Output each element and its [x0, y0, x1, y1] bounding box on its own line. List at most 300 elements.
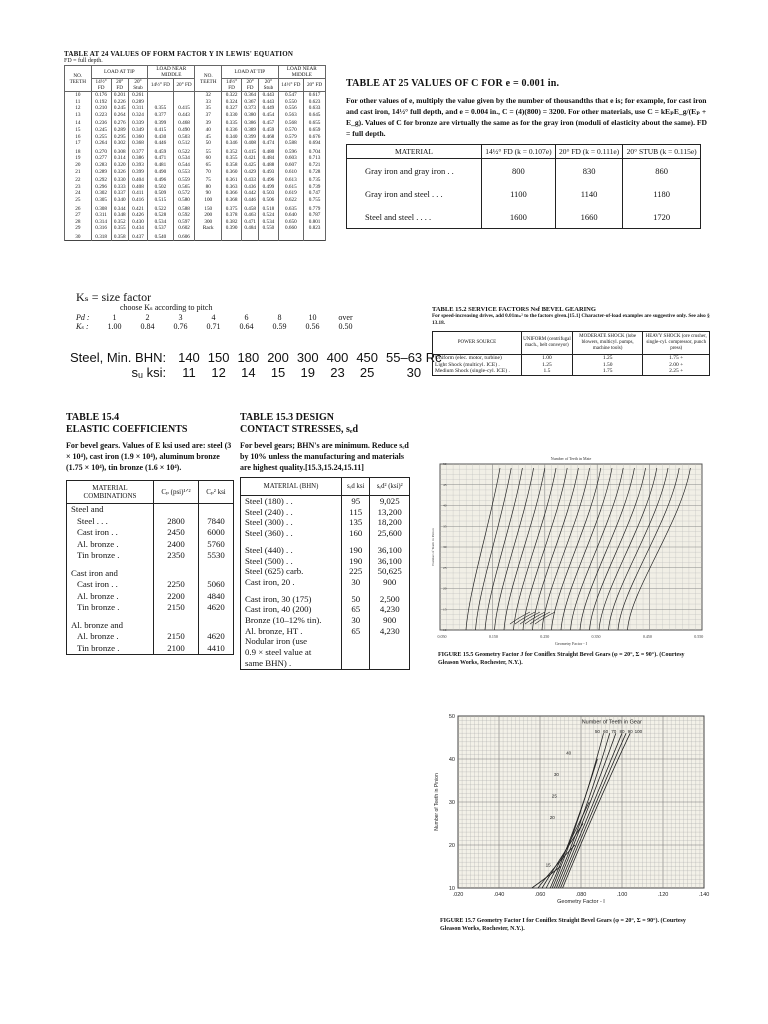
- t24-cell: 0.176: [91, 92, 111, 99]
- t153-material: Cast iron, 20 .: [241, 577, 342, 588]
- t24-cell: 13: [65, 112, 92, 119]
- t24-cell: 27: [65, 212, 92, 219]
- t153-scd2: [370, 636, 410, 647]
- table-row: [241, 647, 410, 658]
- t24-cell: 0.276: [111, 118, 128, 127]
- bhn-value: 400: [326, 350, 349, 365]
- t24-cell: 0.619: [278, 190, 304, 197]
- y-tick-label: 15: [443, 607, 447, 612]
- table-row: [65, 190, 326, 197]
- t24-cell: 0.635: [278, 204, 304, 213]
- table-row: [241, 577, 410, 588]
- ks-value: 0.59: [272, 322, 287, 331]
- t24-cell: 0.613: [278, 175, 304, 184]
- t24-cell: 25: [65, 197, 92, 204]
- t24-cell: 0.346: [222, 140, 242, 147]
- t24-cell: 0.408: [128, 184, 147, 191]
- t24-cell: 26: [65, 204, 92, 213]
- t24-cell: 0.361: [222, 175, 242, 184]
- t24-cell: 15: [65, 127, 92, 134]
- t24-cell: 20: [65, 162, 92, 169]
- t24-cell: 0.443: [259, 92, 278, 99]
- t24-cell: 0.305: [91, 197, 111, 204]
- t153-scd2: 18,200: [370, 517, 410, 528]
- t24-cell: 33: [195, 99, 222, 106]
- t153-material: 0.9 × steel value at: [241, 647, 342, 658]
- table-15-2: [432, 306, 710, 376]
- table-row: [65, 197, 326, 204]
- t24-cell: 0.471: [148, 155, 174, 162]
- ks-value: 0.64: [239, 322, 254, 331]
- t24-cell: 0.655: [304, 118, 326, 127]
- t153-material: Nodular iron (use: [241, 636, 342, 647]
- t24-cell: 0.659: [304, 127, 326, 134]
- t24-cell: 0.377: [128, 147, 147, 156]
- table-15-2-description: For speed-increasing drives, add 0.01mₙ² to the factors given.[15.1] Character-of-load examples are suggestive only. See also § 13.18.: [432, 313, 710, 326]
- table-row: [67, 539, 234, 551]
- t24-cell: 0.368: [128, 140, 147, 147]
- t24-group-l-mid: LOAD NEAR MIDDLE: [148, 66, 195, 79]
- t24-cell: 0.592: [173, 212, 195, 219]
- table-15-4-body: [67, 504, 234, 655]
- t24-cell: 0.597: [173, 219, 195, 226]
- t153-scd2: [370, 647, 410, 658]
- t154-empty: [154, 614, 199, 632]
- t24-cell: 0.366: [222, 190, 242, 197]
- t24-cell: 0.261: [128, 92, 147, 99]
- t24-h-r3: 20° Stub: [259, 79, 278, 92]
- t24-h-l3: 20° Stub: [128, 79, 147, 92]
- t24-cell: 75: [195, 175, 222, 184]
- su-value: 30: [406, 365, 422, 380]
- table-row: [67, 527, 234, 539]
- t24-cell: 45: [195, 134, 222, 141]
- t24-cell: 0.437: [128, 232, 147, 241]
- t24-cell: 0.393: [128, 162, 147, 169]
- t24-cell: 21: [65, 169, 92, 176]
- t24-cell: 32: [195, 92, 222, 99]
- t24-cell: 0.320: [111, 162, 128, 169]
- y-tick-label: 35: [443, 524, 447, 529]
- table-15-2-body: [433, 355, 710, 376]
- gear-tooth-label: 50: [594, 729, 600, 735]
- t24-group-r-mid: LOAD NEAR MIDDLE: [278, 66, 325, 79]
- t153-material: Steel (300) . .: [241, 517, 342, 528]
- t24-cell: 0.443: [173, 112, 195, 119]
- su-value: 25: [359, 365, 375, 380]
- t24-cell: 60: [195, 155, 222, 162]
- t24-cell: 0.528: [148, 212, 174, 219]
- table-row: [65, 225, 326, 232]
- t24-cell: 0.358: [222, 162, 242, 169]
- t24-cell: 0.515: [148, 197, 174, 204]
- t154-cp: 2150: [154, 631, 199, 643]
- t24-cell: 150: [195, 204, 222, 213]
- bhn-label: Steel, Min. BHN:: [70, 350, 167, 365]
- table-15-4-caption-2: ELASTIC COEFFICIENTS: [66, 424, 188, 435]
- t154-material: Al. bronze .: [67, 591, 154, 603]
- t24-cell: 0.264: [91, 140, 111, 147]
- table-15-3-grid: [240, 477, 410, 670]
- t24-cell: 0.327: [222, 105, 242, 112]
- bhn-value: 140: [178, 350, 200, 365]
- figure-15-5-chart: [430, 452, 708, 646]
- y-tick-label: 30: [448, 800, 455, 806]
- t25-value: 1140: [555, 182, 622, 205]
- t24-cell: 0.622: [278, 197, 304, 204]
- t24-cell: 14: [65, 118, 92, 127]
- t24-cell: 0.739: [304, 184, 326, 191]
- t153-scd2: 25,600: [370, 528, 410, 539]
- t153-scd: 30: [342, 577, 370, 588]
- t24-cell: 0.223: [91, 112, 111, 119]
- t24-cell: 0.363: [222, 184, 242, 191]
- t24-cell: 0.610: [278, 169, 304, 176]
- ks-value: 0.50: [338, 322, 353, 331]
- t24-cell: 0.324: [222, 99, 242, 106]
- table-24: [64, 50, 326, 241]
- t24-cell: 0.468: [173, 118, 195, 127]
- t24-cell: 0.436: [242, 184, 259, 191]
- t153-scd2: 36,100: [370, 556, 410, 567]
- t24-cell: 30: [65, 232, 92, 241]
- t154-material: Cast iron . .: [67, 527, 154, 539]
- t24-cell: 0.735: [304, 175, 326, 184]
- t24-cell: 0.471: [242, 219, 259, 226]
- t24-cell: 0.580: [173, 197, 195, 204]
- t24-cell: 0.676: [304, 134, 326, 141]
- y-tick-label: 40: [443, 503, 447, 508]
- t24-cell: 0.496: [259, 175, 278, 184]
- t154-empty: [199, 504, 234, 516]
- t24-cell: 0.201: [111, 92, 128, 99]
- x-tick-label: 0.150: [488, 634, 498, 639]
- t154-cp: 2350: [154, 550, 199, 562]
- t24-cell: 0.559: [173, 175, 195, 184]
- t24-cell: 100: [195, 197, 222, 204]
- gear-tooth-label: 30: [553, 772, 559, 778]
- t24-h-r4: 14½° FD: [278, 79, 304, 92]
- t24-cell: 0.355: [111, 225, 128, 232]
- table-25-body: [347, 159, 701, 229]
- t153-material: Steel (180) . .: [241, 496, 342, 507]
- table-15-3-caption-2: CONTACT STRESSES, sₑd: [240, 424, 359, 435]
- t154-material: Tin bronze .: [67, 643, 154, 655]
- t24-cell: [242, 232, 259, 241]
- t24-cell: 17: [65, 140, 92, 147]
- gear-tooth-label: 20: [549, 815, 555, 821]
- t153-scd2: 9,025: [370, 496, 410, 507]
- t24-cell: 0.484: [259, 155, 278, 162]
- t25-h3: 20° STUB (k = 0.115e): [623, 145, 701, 159]
- t152-value: 2.00 +: [643, 362, 710, 369]
- t24-cell: 0.801: [304, 219, 326, 226]
- table-15-3: [240, 412, 412, 670]
- su-value: 19: [300, 365, 315, 380]
- t153-scd2: 4,230: [370, 626, 410, 637]
- size-factor-heading: Kₛ = size factor: [76, 290, 152, 304]
- t152-value: 1.25: [572, 355, 643, 362]
- t25-value: 1720: [623, 205, 701, 229]
- table-row: [241, 496, 410, 507]
- t24-cell: 0.264: [111, 112, 128, 119]
- t24-cell: 0.337: [111, 190, 128, 197]
- t24-cell: 0.458: [242, 204, 259, 213]
- t25-h1: 14½° FD (k = 0.107e): [482, 145, 556, 159]
- gear-tooth-label: 60: [603, 729, 609, 735]
- t154-group: Al. bronze and: [67, 614, 154, 632]
- ks-value: 1.00: [107, 322, 122, 331]
- gear-tooth-label: 40: [566, 750, 572, 756]
- table-row: [65, 232, 326, 241]
- t24-cell: 0.348: [111, 212, 128, 219]
- t154-cp2: 5760: [199, 539, 234, 551]
- t24-cell: 55: [195, 147, 222, 156]
- table-row: [65, 105, 326, 112]
- y-tick-label: 30: [443, 545, 447, 549]
- t24-cell: 0.660: [278, 225, 304, 232]
- t154-material: Tin bronze .: [67, 550, 154, 562]
- t153-material: Cast iron, 40 (200): [241, 604, 342, 615]
- t24-cell: 0.367: [242, 99, 259, 106]
- t24-cell: 300: [195, 219, 222, 226]
- t24-cell: 50: [195, 140, 222, 147]
- pd-value: 10: [308, 313, 317, 322]
- ks-value: 0.56: [305, 322, 320, 331]
- t24-h-r5: 20° FD: [304, 79, 326, 92]
- table-row: [65, 184, 326, 191]
- t24-cell: 0.480: [259, 147, 278, 156]
- t24-cell: 0.537: [148, 225, 174, 232]
- t24-cell: 0.512: [173, 140, 195, 147]
- t24-cell: 0.617: [304, 92, 326, 99]
- t24-cell: [173, 92, 195, 99]
- t153-scd2: 36,100: [370, 539, 410, 556]
- t24-cell: 0.490: [148, 169, 174, 176]
- table-row: [65, 147, 326, 156]
- x-tick-label: 0.350: [591, 634, 601, 639]
- x-tick-label: .120: [657, 892, 669, 898]
- table-row: [347, 159, 701, 183]
- su-value: 12: [211, 365, 226, 380]
- gear-tooth-label: 100: [634, 729, 643, 735]
- su-value: 23: [330, 365, 345, 380]
- pd-value: 8: [277, 313, 282, 322]
- t24-cell: 0.509: [148, 190, 174, 197]
- t24-cell: 0.236: [91, 118, 111, 127]
- y-tick-label: 45: [443, 482, 447, 487]
- table-row: [241, 528, 410, 539]
- x-tick-label: .140: [698, 892, 710, 898]
- t24-cell: 0.459: [259, 127, 278, 134]
- t154-h0: MATERIAL COMBINATIONS: [67, 481, 154, 504]
- t152-h1: UNIFORM (centrifugal mach., belt conveyor): [522, 332, 573, 355]
- t25-material: Steel and steel . . . .: [347, 205, 482, 229]
- su-label: sᵤ ksi:: [131, 365, 167, 380]
- t24-cell: 0.490: [173, 127, 195, 134]
- table-15-2-caption: TABLE 15.2 SERVICE FACTORS Nsf BEVEL GEARING: [432, 306, 596, 313]
- table-row: [241, 556, 410, 567]
- t154-cp: 2200: [154, 591, 199, 603]
- t24-cell: 0.390: [222, 225, 242, 232]
- t152-source: Uniform (elec. motor, turbine): [435, 355, 502, 361]
- t24-cell: 0.192: [91, 99, 111, 106]
- ks-value: 0.71: [206, 322, 221, 331]
- t25-material: Gray iron and gray iron . .: [347, 159, 482, 183]
- pd-value: 6: [244, 313, 249, 322]
- t24-cell: 0.355: [222, 155, 242, 162]
- bhn-value: 55–63 Rc: [386, 350, 442, 365]
- t153-scd: [342, 647, 370, 658]
- table-row: [433, 355, 710, 362]
- t24-cell: 0.421: [242, 155, 259, 162]
- t24-h-l2: 20° FD: [111, 79, 128, 92]
- t24-cell: 0.380: [242, 112, 259, 119]
- t24-cell: 0.596: [278, 147, 304, 156]
- gear-tooth-label: 25: [551, 793, 557, 799]
- t24-cell: 0.255: [91, 134, 111, 141]
- y-tick-label: 25: [443, 565, 447, 570]
- x-tick-label: 0.050: [437, 634, 447, 639]
- t25-value: 1660: [555, 205, 622, 229]
- t24-group-r-tip: LOAD AT TIP: [222, 66, 279, 79]
- t153-scd: 160: [342, 528, 370, 539]
- t154-cp: 2800: [154, 516, 199, 528]
- t154-material: Al. bronze .: [67, 539, 154, 551]
- t25-value: 1100: [482, 182, 556, 205]
- t24-cell: 0.415: [242, 147, 259, 156]
- t24-cell: 35: [195, 105, 222, 112]
- table-24-caption: TABLE AT 24 VALUES OF FORM FACTOR Y IN LEWIS' EQUATION: [64, 50, 294, 58]
- y-axis-label: Number of Teeth in Pinion: [434, 773, 440, 831]
- t24-cell: 0.550: [259, 225, 278, 232]
- table-row: [67, 631, 234, 643]
- t24-cell: 0.277: [91, 155, 111, 162]
- t24-cell: 19: [65, 155, 92, 162]
- t24-cell: 0.588: [278, 140, 304, 147]
- table-row: [241, 588, 410, 605]
- table-15-4-caption-1: TABLE 15.4: [66, 412, 120, 423]
- t24-cell: 0.339: [128, 118, 147, 127]
- t154-cp2: 4620: [199, 602, 234, 614]
- table-15-3-body: [241, 496, 410, 670]
- t24-cell: 0.245: [91, 127, 111, 134]
- table-row: [241, 517, 410, 528]
- table-25: [346, 78, 708, 229]
- t153-scd2: 2,500: [370, 588, 410, 605]
- t24-cell: 0.330: [222, 112, 242, 119]
- t24-cell: 0.540: [148, 232, 174, 241]
- t24-cell: 0.360: [222, 169, 242, 176]
- t154-cp2: 7840: [199, 516, 234, 528]
- t24-cell: 0.421: [128, 204, 147, 213]
- t153-scd: 65: [342, 626, 370, 637]
- t152-value: 1.00: [522, 355, 573, 362]
- t152-h0: POWER SOURCE: [433, 332, 522, 355]
- t24-cell: 0.333: [111, 184, 128, 191]
- t24-cell: 0.588: [173, 204, 195, 213]
- t24-cell: 0.289: [111, 127, 128, 134]
- t154-material: Tin bronze .: [67, 602, 154, 614]
- t24-h-l5: 20° FD: [173, 79, 195, 92]
- t24-cell: 0.787: [304, 212, 326, 219]
- gear-tooth-label: 80: [619, 729, 625, 735]
- t24-cell: 0.411: [128, 190, 147, 197]
- t25-h0: MATERIAL: [347, 145, 482, 159]
- t25-value: 1180: [623, 182, 701, 205]
- t24-cell: 39: [195, 118, 222, 127]
- t24-cell: 0.302: [91, 190, 111, 197]
- t24-cell: 23: [65, 184, 92, 191]
- table-24-grid: [64, 65, 326, 241]
- table-row: [241, 566, 410, 577]
- t153-material: Al. bronze, HT .: [241, 626, 342, 637]
- t24-cell: 0.443: [259, 99, 278, 106]
- t152-value: 1.75: [572, 368, 643, 375]
- t24-cell: 0.544: [173, 162, 195, 169]
- t154-group: Steel and: [67, 504, 154, 516]
- t24-cell: 0.449: [259, 105, 278, 112]
- t24-cell: 0.368: [222, 197, 242, 204]
- y-tick-label: 20: [448, 843, 455, 849]
- t24-h-r1: 14½° FD: [222, 79, 242, 92]
- t154-cp: 2400: [154, 539, 199, 551]
- t24-cell: 0.499: [259, 184, 278, 191]
- ks-value: 0.84: [140, 322, 155, 331]
- t24-cell: [222, 232, 242, 241]
- t154-cp2: 5530: [199, 550, 234, 562]
- table-15-3-description: For bevel gears; BHN's are minimum. Reduce sₑd by 10% unless the manufacturing and materials are highest quality.[15.3,15.24,15.11]: [240, 441, 409, 472]
- x-axis-label: Geometry Factor - I: [557, 899, 605, 905]
- t24-cell: 28: [65, 219, 92, 226]
- table-row: [65, 162, 326, 169]
- su-value: 15: [270, 365, 286, 380]
- t24-cell: 0.459: [148, 147, 174, 156]
- t24-cell: 0.322: [222, 92, 242, 99]
- t24-cell: 0.454: [259, 112, 278, 119]
- x-tick-label: .080: [575, 892, 587, 898]
- table-group-row: [67, 504, 234, 516]
- t24-cell: 0.270: [91, 147, 111, 156]
- t24-cell: 65: [195, 162, 222, 169]
- t24-cell: 200: [195, 212, 222, 219]
- t25-h2: 20° FD (k = 0.111e): [555, 145, 622, 159]
- t24-cell: [259, 232, 278, 241]
- gear-tooth-label: 15: [545, 862, 551, 868]
- t154-cp2: 4410: [199, 643, 234, 655]
- t24-cell: 0.360: [128, 134, 147, 141]
- t154-cp2: 4620: [199, 631, 234, 643]
- t153-scd: [342, 636, 370, 647]
- t24-cell: 0.355: [148, 105, 174, 112]
- table-row: [65, 127, 326, 134]
- t24-cell: 0.713: [304, 155, 326, 162]
- t24-cell: 0.534: [148, 219, 174, 226]
- t24-cell: 0.607: [278, 162, 304, 169]
- figure-15-7-chart: [430, 708, 710, 904]
- t24-cell: 0.426: [128, 212, 147, 219]
- t24-cell: 0.570: [278, 127, 304, 134]
- table-group-row: [67, 614, 234, 632]
- table-row: [67, 591, 234, 603]
- t24-cell: 0.330: [111, 175, 128, 184]
- t24-cell: 0.314: [91, 219, 111, 226]
- t154-material: Steel . . .: [67, 516, 154, 528]
- t24-cell: 0.503: [259, 190, 278, 197]
- t24-cell: 0.415: [173, 105, 195, 112]
- pd-value: 1: [112, 313, 117, 322]
- table-15-2-grid: [432, 331, 710, 376]
